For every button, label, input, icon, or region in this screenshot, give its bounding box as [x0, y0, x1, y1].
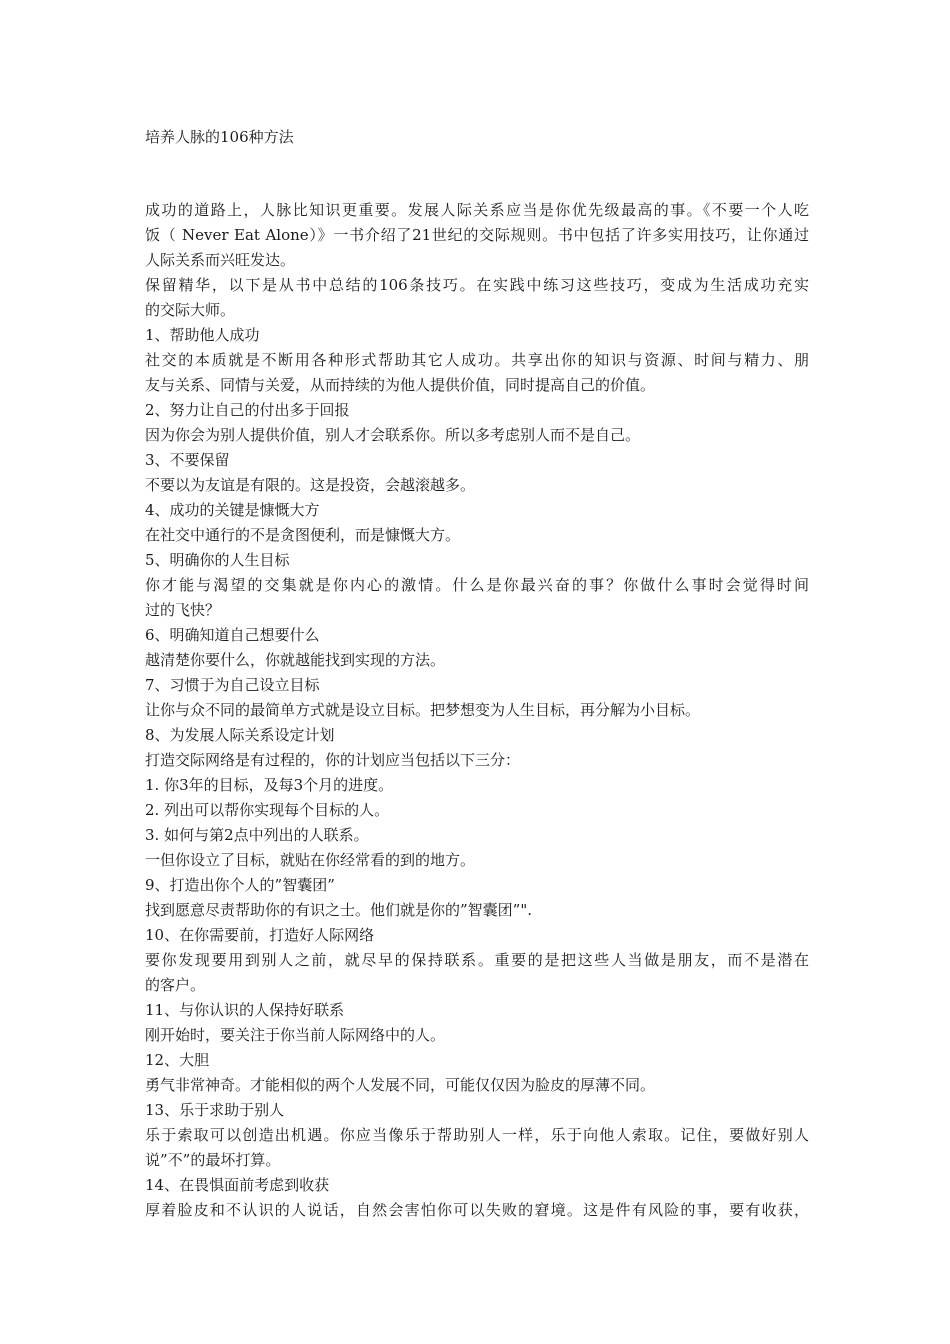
document-line: 1、帮助他人成功 — [145, 326, 260, 344]
document-line: 8、为发展人际关系设定计划 — [145, 726, 335, 744]
document-line: 11、与你认识的人保持好联系 — [145, 1001, 345, 1019]
document-line: 刚开始时，要关注于你当前人际网络中的人。 — [145, 1026, 446, 1044]
document-line: 12、大胆 — [145, 1051, 210, 1069]
document-line: 13、乐于求助于别人 — [145, 1101, 285, 1119]
document-line: 你才能与渴望的交集就是你内心的激情。什么是你最兴奋的事？你做什么事时会觉得时间 — [145, 576, 809, 594]
document-line: 过的飞快？ — [145, 601, 221, 619]
document-line: 不要以为友谊是有限的。这是投资，会越滚越多。 — [145, 476, 476, 494]
document-line: 要你发现要用到别人之前，就尽早的保持联系。重要的是把这些人当做是朋友，而不是潜在 — [145, 951, 809, 969]
document-line: 成功的道路上，人脉比知识更重要。发展人际关系应当是你优先级最高的事。《不要一个人吃 — [145, 201, 809, 219]
document-line: 人际关系而兴旺发达。 — [145, 251, 296, 269]
document-line: 2、努力让自己的付出多于回报 — [145, 401, 350, 419]
document-title: 培养人脉的106种方法 — [145, 128, 294, 146]
document-line: 饭（ Never Eat Alone）》一书介绍了21世纪的交际规则。书中包括了许多实用技巧，让你通过 — [145, 226, 809, 244]
document-line: 在社交中通行的不是贪图便利，而是慷慨大方。 — [145, 526, 461, 544]
document-line: 10、在你需要前，打造好人际网络 — [145, 926, 375, 944]
document-line: 3、不要保留 — [145, 451, 230, 469]
document-line: 的客户。 — [145, 976, 206, 994]
document-line: 友与关系、同情与关爱，从而持续的为他人提供价值，同时提高自己的价值。 — [145, 376, 656, 394]
document-line: 让你与众不同的最简单方式就是设立目标。把梦想变为人生目标，再分解为小目标。 — [145, 701, 701, 719]
document-line: 保留精华，以下是从书中总结的106条技巧。在实践中练习这些技巧，变成为生活成功充实 — [145, 276, 809, 294]
document-line: 7、习惯于为自己设立目标 — [145, 676, 320, 694]
document-body — [145, 198, 809, 1223]
document-line: 因为你会为别人提供价值，别人才会联系你。所以多考虑别人而不是自己。 — [145, 426, 641, 444]
document-line: 2. 列出可以帮你实现每个目标的人。 — [145, 801, 390, 819]
document-line: 5、明确你的人生目标 — [145, 551, 290, 569]
document-line: 的交际大师。 — [145, 301, 236, 319]
document-line: 勇气非常神奇。才能相似的两个人发展不同，可能仅仅因为脸皮的厚薄不同。 — [145, 1076, 656, 1094]
document-line: 厚着脸皮和不认识的人说话，自然会害怕你可以失败的窘境。这是件有风险的事，要有收获， — [145, 1201, 809, 1219]
document-line: 找到愿意尽责帮助你的有识之士。他们就是你的”智囊团”". — [145, 901, 533, 919]
document-line: 一但你设立了目标，就贴在你经常看的到的地方。 — [145, 851, 476, 869]
document-line: 6、明确知道自己想要什么 — [145, 626, 320, 644]
document-line: 4、成功的关键是慷慨大方 — [145, 501, 320, 519]
document-line: 打造交际网络是有过程的，你的计划应当包括以下三分： — [145, 751, 521, 769]
document-line: 越清楚你要什么，你就越能找到实现的方法。 — [145, 651, 446, 669]
document-line: 9、打造出你个人的”智囊团” — [145, 876, 335, 894]
document-line: 乐于索取可以创造出机遇。你应当像乐于帮助别人一样，乐于向他人索取。记住，要做好别人 — [145, 1126, 809, 1144]
document-line: 说”不”的最坏打算。 — [145, 1151, 281, 1169]
document-line: 社交的本质就是不断用各种形式帮助其它人成功。共享出你的知识与资源、时间与精力、朋 — [145, 351, 809, 369]
document-line: 3. 如何与第2点中列出的人联系。 — [145, 826, 369, 844]
document-line: 14、在畏惧面前考虑到收获 — [145, 1176, 330, 1194]
document-line: 1. 你3年的目标，及每3个月的进度。 — [145, 776, 394, 794]
